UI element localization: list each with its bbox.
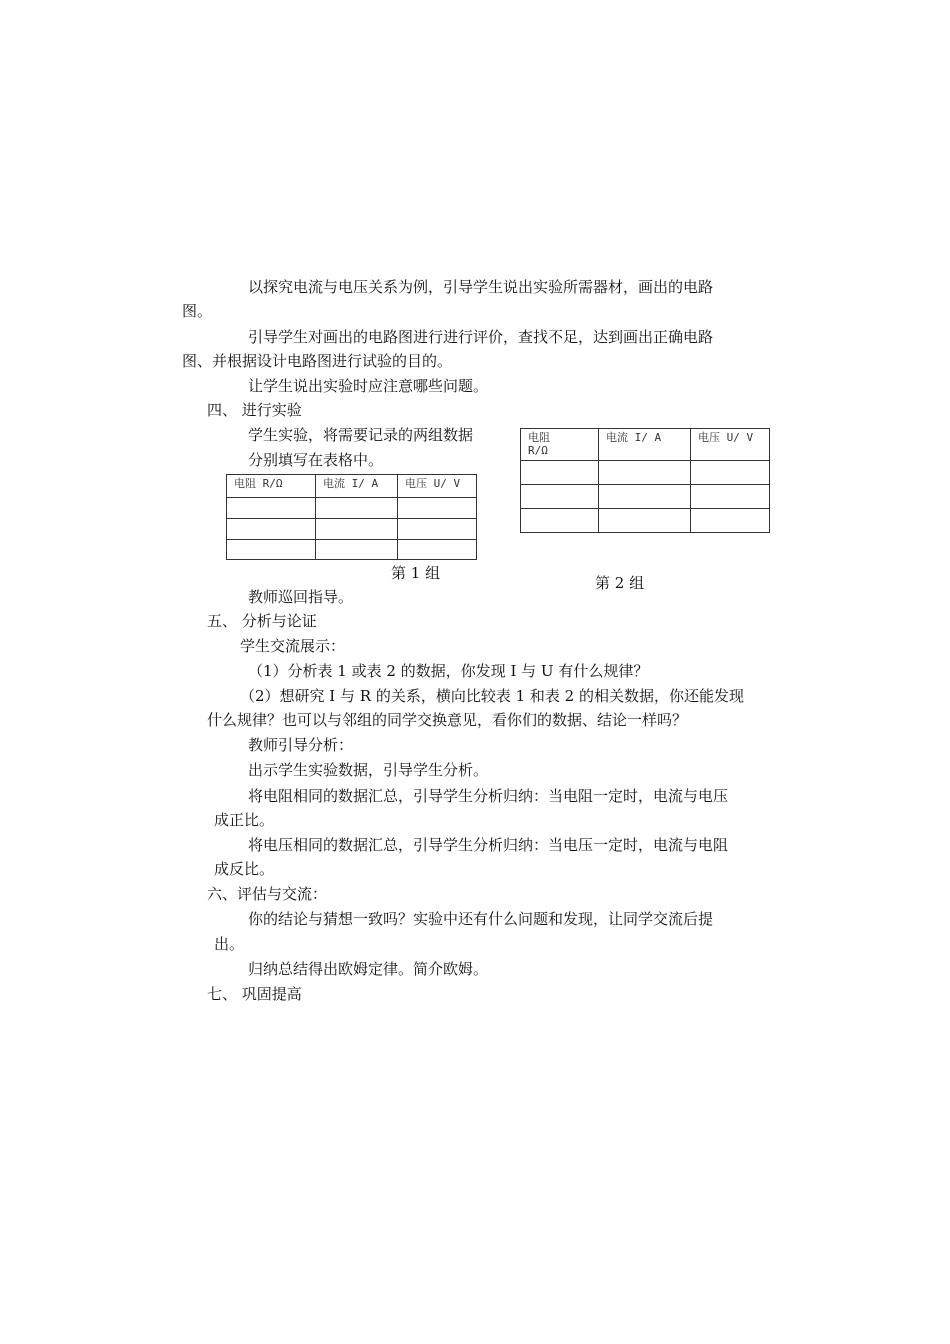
table-header-cell: 电压 U/ V: [398, 475, 477, 498]
table-cell: [599, 509, 691, 533]
table-cell: [521, 509, 599, 533]
data-table-group-2: [520, 428, 770, 533]
table-cell: [227, 498, 316, 519]
paragraph-line: 图。: [182, 302, 213, 320]
paragraph-line: 出。: [214, 935, 245, 953]
table-header-cell: 电阻 R/Ω: [521, 429, 599, 461]
table-cell: [599, 461, 691, 485]
paragraph-line: 让学生说出实验时应注意哪些问题。: [248, 377, 489, 395]
section-heading: 六、评估与交流：: [207, 885, 328, 903]
paragraph-line: 以探究电流与电压关系为例，引导学生说出实验所需器材，画出的电路: [248, 278, 714, 296]
paragraph-line: 将电阻相同的数据汇总，引导学生分析归纳：当电阻一定时，电流与电压: [248, 787, 729, 805]
paragraph-line: 图、并根据设计电路图进行试验的目的。: [182, 352, 453, 370]
table-cell: [316, 498, 398, 519]
paragraph-line: 学生交流展示：: [240, 637, 346, 655]
table-header-cell: 电流 I/ A: [599, 429, 691, 461]
table-cell: [521, 485, 599, 509]
table-cell: [227, 540, 316, 560]
section-heading: 七、 巩固提高: [207, 985, 302, 1003]
paragraph-line: 将电压相同的数据汇总，引导学生分析归纳：当电压一定时，电流与电阻: [248, 836, 729, 854]
paragraph-line: 分别填写在表格中。: [248, 451, 384, 469]
table-cell: [316, 540, 398, 560]
paragraph-line: 你的结论与猜想一致吗？实验中还有什么问题和发现，让同学交流后提: [248, 910, 714, 928]
table-cell: [691, 485, 770, 509]
paragraph-line: 教师引导分析：: [248, 736, 354, 754]
table-caption: 第 2 组: [595, 574, 645, 592]
table-cell: [398, 540, 477, 560]
table-header-cell: 电阻 R/Ω: [227, 475, 316, 498]
table-caption: 第 1 组: [391, 564, 441, 582]
table-cell: [691, 509, 770, 533]
paragraph-line: 学生实验，将需要记录的两组数据: [248, 426, 474, 444]
paragraph-line: 成正比。: [214, 811, 275, 829]
table-cell: [227, 519, 316, 540]
table-header-cell: 电压 U/ V: [691, 429, 770, 461]
table-cell: [599, 485, 691, 509]
question-line: （2）想研究 I 与 R 的关系，横向比较表 1 和表 2 的相关数据，你还能发现: [240, 687, 744, 705]
question-line: 什么规律？也可以与邻组的同学交换意见，看你们的数据、结论一样吗？: [207, 711, 688, 729]
table-header-cell: 电流 I/ A: [316, 475, 398, 498]
section-heading: 五、 分析与论证: [207, 612, 317, 630]
question-line: （1）分析表 1 或表 2 的数据，你发现 I 与 U 有什么规律？: [248, 662, 649, 680]
data-table-group-1: [226, 474, 477, 560]
table-cell: [398, 519, 477, 540]
table-cell: [521, 461, 599, 485]
table-cell: [691, 461, 770, 485]
paragraph-line: 成反比。: [214, 860, 275, 878]
table-cell: [316, 519, 398, 540]
paragraph-line: 归纳总结得出欧姆定律。简介欧姆。: [248, 960, 489, 978]
section-heading: 四、 进行实验: [207, 401, 302, 419]
table-cell: [398, 498, 477, 519]
paragraph-line: 出示学生实验数据，引导学生分析。: [248, 761, 489, 779]
paragraph-line: 引导学生对画出的电路图进行进行评价，查找不足，达到画出正确电路: [248, 328, 714, 346]
paragraph-line: 教师巡回指导。: [248, 588, 354, 606]
